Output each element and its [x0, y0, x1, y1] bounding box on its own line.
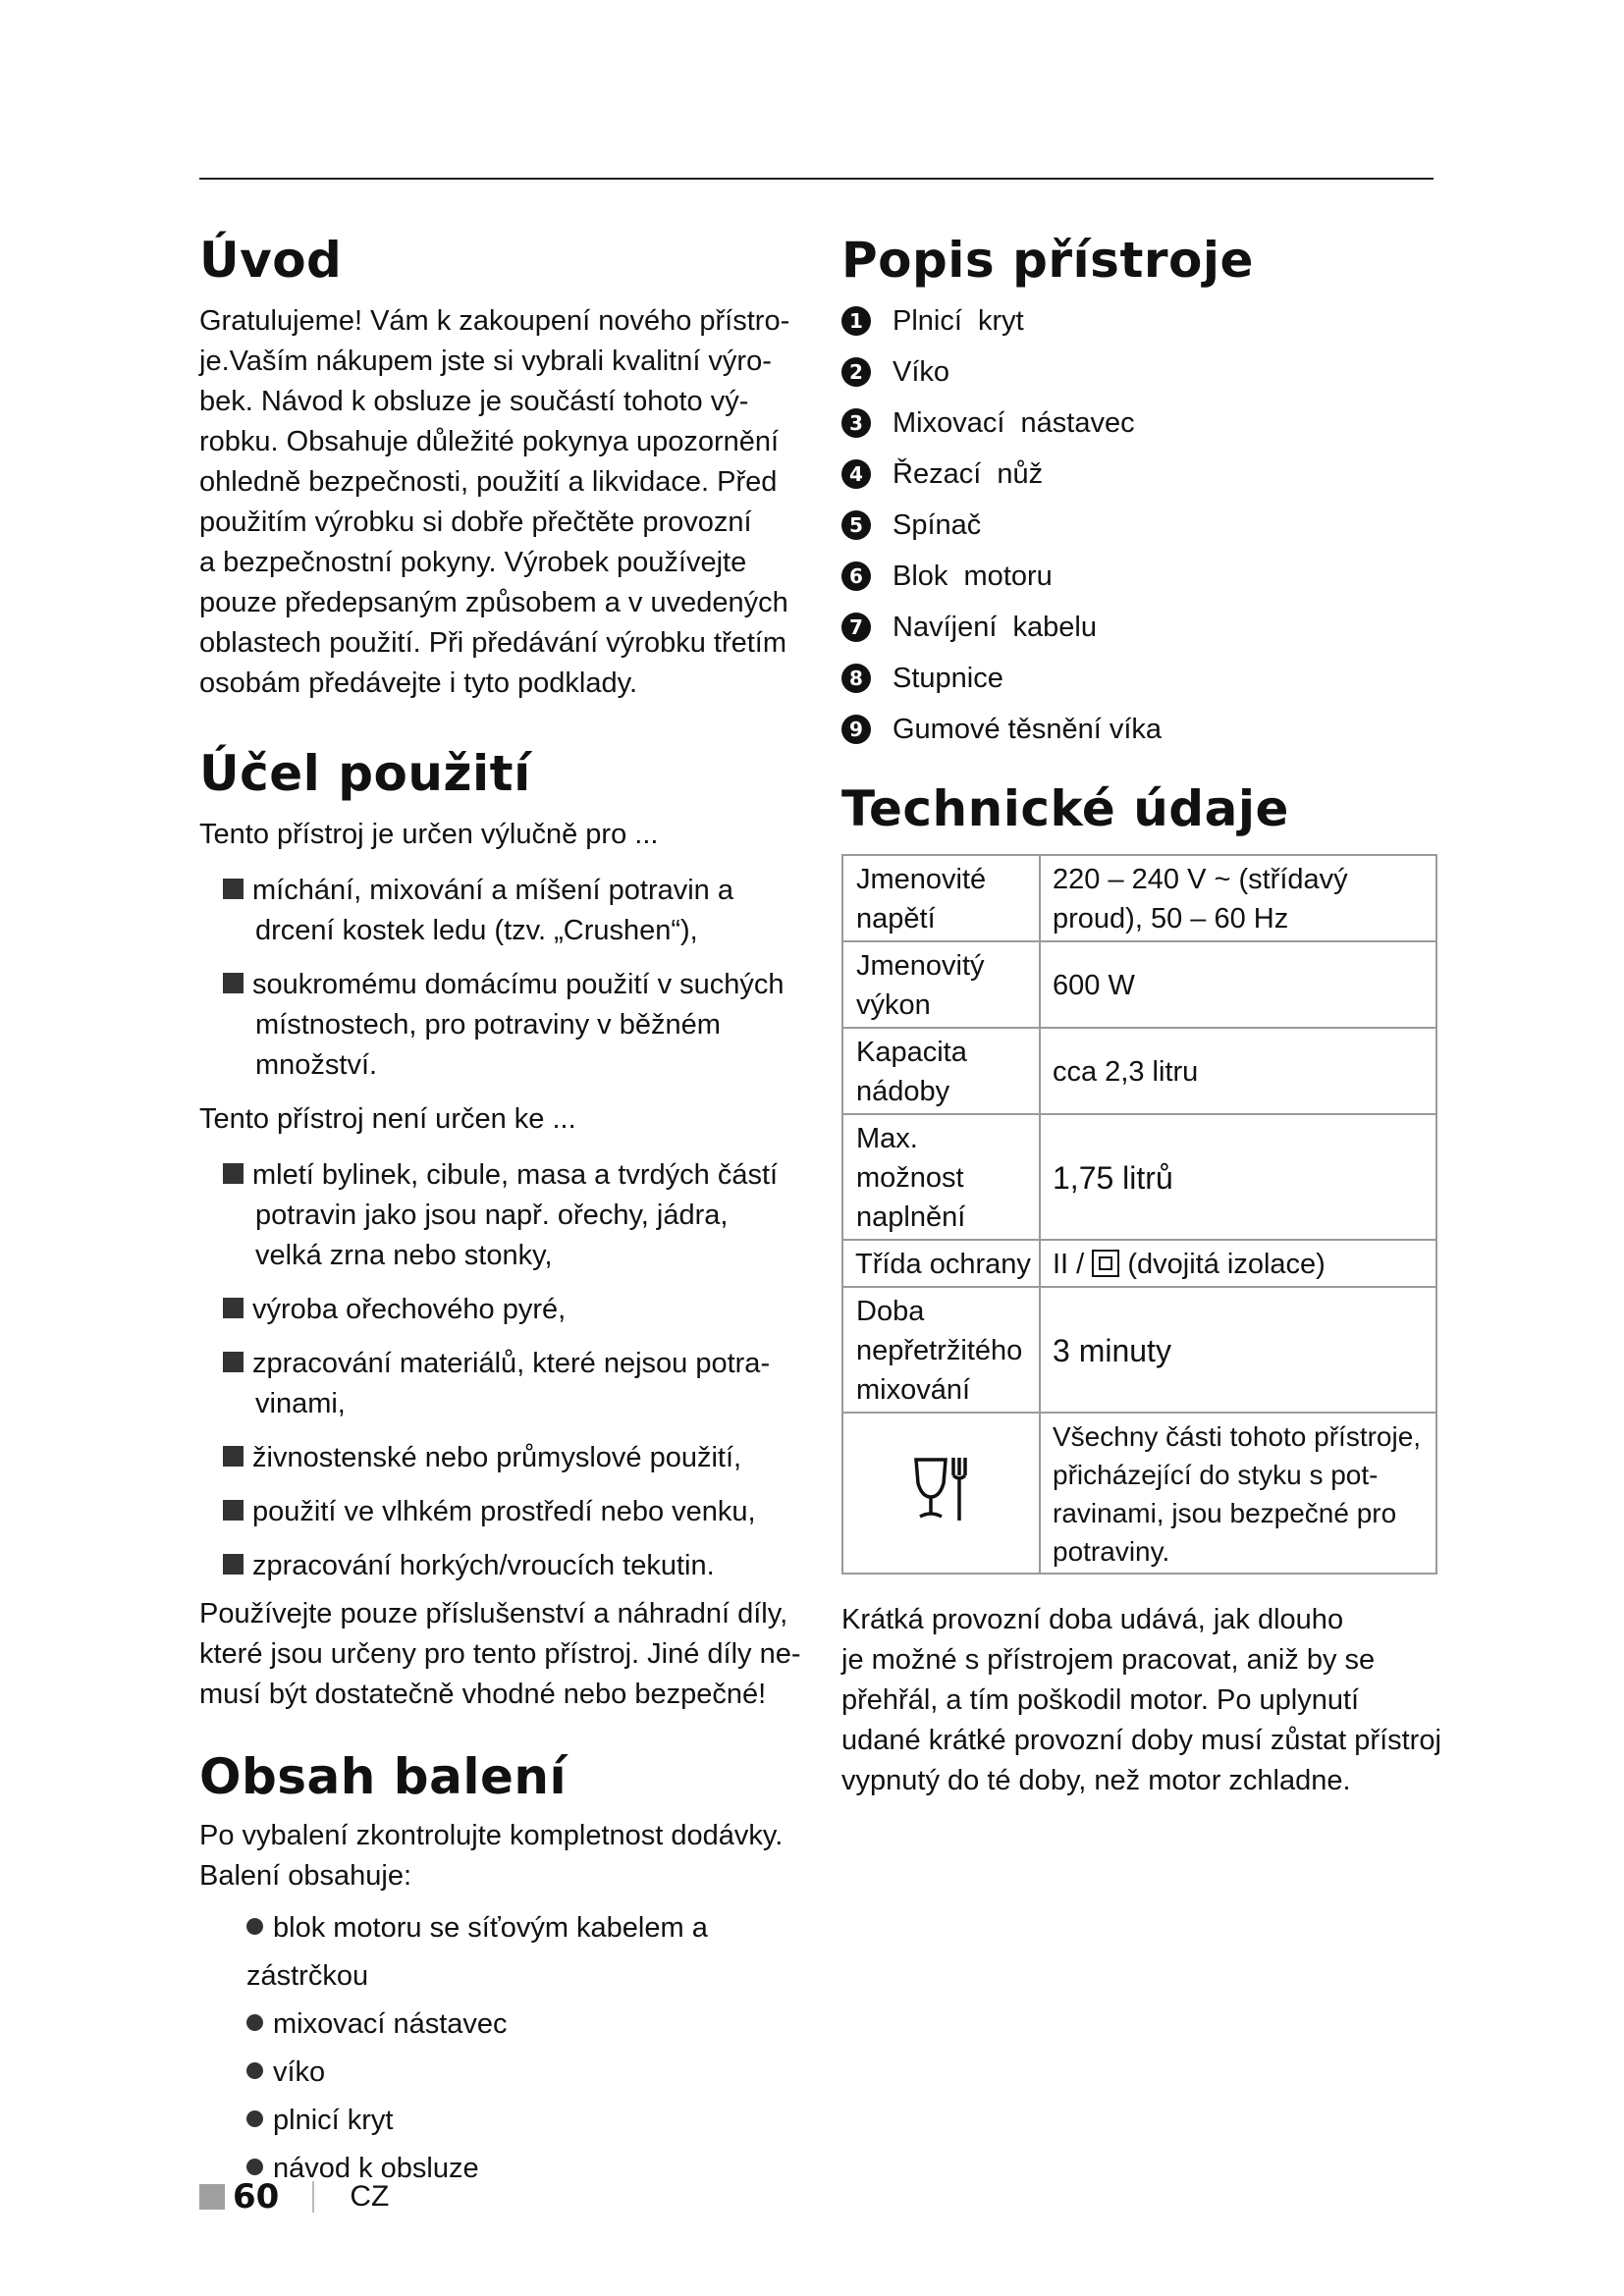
- list-item: živnostenské nebo průmyslové použití,: [199, 1438, 808, 1478]
- page-footer: [199, 2177, 389, 2216]
- package-title: Obsah balení: [199, 1748, 568, 1805]
- list-item: plnicí kryt: [199, 2097, 808, 2145]
- bullet-icon: [246, 1918, 263, 1935]
- description-section: [841, 234, 1440, 755]
- description-title: Popis přístroje: [841, 232, 1254, 289]
- part-item: 5 Spínač: [841, 500, 1440, 551]
- tech-title: Technické údaje: [841, 780, 1289, 837]
- intro-line: osobám předávejte i tyto podklady.: [199, 667, 638, 699]
- table-row: [842, 941, 1436, 1028]
- number-badge-icon: 8: [841, 664, 871, 693]
- intro-section: [199, 234, 808, 704]
- spec-key: Doba nepřetržitého mixování: [842, 1287, 1040, 1413]
- spec-icon-cell: [842, 1413, 1040, 1574]
- intro-line: a bezpečnostní pokyny. Výrobek používejte: [199, 547, 747, 578]
- part-item: 4 Řezací nůž: [841, 449, 1440, 500]
- table-row: [842, 855, 1436, 941]
- package-intro: Po vybalení zkontrolujte kompletnost dodávky. Balení obsahuje:: [199, 1820, 784, 1892]
- intro-line: použitím výrobku si dobře přečtěte provozní: [199, 507, 752, 538]
- list-item: mletí bylinek, cibule, masa a tvrdých částí potravin jako jsou např. ořechy, jádra, velká zrna nebo stonky,: [199, 1155, 808, 1276]
- intro-line: je.Vaším nákupem jste si vybrali kvalitní výro-: [199, 346, 772, 377]
- intro-line: robku. Obsahuje důležité pokynya upozornění: [199, 426, 780, 457]
- table-row: [842, 1240, 1436, 1287]
- part-item: 1 Plnicí kryt: [841, 295, 1440, 347]
- accessory-note: Používejte pouze příslušenství a náhradní díly, které jsou určeny pro tento přístroj. Jiné díly ne- musí být dostatečně vhodné nebo bezpečné!: [199, 1598, 801, 1710]
- list-item: blok motoru se síťovým kabelem a zástrčkou: [246, 1912, 708, 1992]
- number-badge-icon: 9: [841, 715, 871, 744]
- number-badge-icon: 6: [841, 561, 871, 591]
- spec-key: Max. možnost naplnění: [842, 1114, 1040, 1240]
- part-item: 6 Blok motoru: [841, 551, 1440, 602]
- tech-table: [841, 854, 1437, 1575]
- package-list: [199, 1904, 808, 2193]
- list-item: zpracování horkých/vroucích tekutin.: [199, 1546, 808, 1586]
- list-item: návod k obsluze: [199, 2145, 808, 2193]
- bullet-icon: [246, 2110, 263, 2127]
- bullet-icon: [246, 2014, 263, 2031]
- square-bullet-icon: [223, 1554, 244, 1575]
- spec-key: Kapacita nádoby: [842, 1028, 1040, 1114]
- left-column: [199, 234, 808, 2193]
- bullet-icon: [246, 2062, 263, 2079]
- intro-paragraph: [199, 301, 808, 704]
- list-item: víko: [199, 2049, 808, 2097]
- page-number: 60: [233, 2177, 280, 2216]
- intro-line: Gratulujeme! Vám k zakoupení nového přístro-: [199, 305, 790, 337]
- square-bullet-icon: [223, 1163, 244, 1184]
- number-badge-icon: 3: [841, 408, 871, 438]
- package-section: [199, 1750, 808, 2193]
- spec-key: Jmenovitý výkon: [842, 941, 1040, 1028]
- list-item: míchání, mixování a míšení potravin a drcení kostek ledu (tzv. „Crushen“),: [199, 871, 808, 951]
- parts-list: [841, 295, 1440, 755]
- part-item: 9 Gumové těsnění víka: [841, 704, 1440, 755]
- list-item: mixovací nástavec: [199, 2001, 808, 2049]
- language-code: CZ: [350, 2180, 390, 2213]
- intro-line: bek. Návod k obsluze je součástí tohoto vý-: [199, 386, 749, 417]
- footer-divider: [312, 2181, 314, 2213]
- intro-line: pouze předepsaným způsobem a v uvedených: [199, 587, 788, 618]
- list-item: zpracování materiálů, které nejsou potra- vinami,: [199, 1344, 808, 1424]
- square-bullet-icon: [223, 1500, 244, 1521]
- intro-line: oblastech použití. Při předávání výrobku třetím: [199, 627, 787, 659]
- table-row: [842, 1028, 1436, 1114]
- table-row: [842, 1114, 1436, 1240]
- part-item: 3 Mixovací nástavec: [841, 398, 1440, 449]
- square-bullet-icon: [223, 973, 244, 993]
- square-bullet-icon: [223, 1298, 244, 1318]
- number-badge-icon: 5: [841, 510, 871, 540]
- tech-section: [841, 782, 1440, 1801]
- list-item: výroba ořechového pyré,: [199, 1290, 808, 1330]
- square-bullet-icon: [223, 1352, 244, 1372]
- spec-value: cca 2,3 litru: [1040, 1028, 1436, 1114]
- spec-value: 220 – 240 V ~ (střídavý proud), 50 – 60 Hz: [1040, 855, 1436, 941]
- food-safe-icon: [908, 1450, 977, 1528]
- list-item: použití ve vlhkém prostředí nebo venku,: [199, 1492, 808, 1532]
- tech-note: Krátká provozní doba udává, jak dlouho je možné s přístrojem pracovat, aniž by se přehřál, a tím poškodil motor. Po uplynutí udané krátké provozní doby musí zůstat přístroj vypnutý do té doby, než motor zchladne.: [841, 1604, 1441, 1796]
- list-item: soukromému domácímu použití v suchých místnostech, pro potraviny v běžném množství.: [199, 965, 808, 1086]
- intended-intro: Tento přístroj je určen výlučně pro ...: [199, 819, 659, 850]
- number-badge-icon: 4: [841, 459, 871, 489]
- spec-key: Jmenovité napětí: [842, 855, 1040, 941]
- bullet-icon: [246, 2159, 263, 2175]
- spec-value: Všechny části tohoto přístroje, přicházející do styku s pot- ravinami, jsou bezpečné pro potraviny.: [1040, 1413, 1436, 1574]
- right-column: [841, 234, 1440, 1801]
- top-rule: [199, 178, 1434, 180]
- spec-value: 3 minuty: [1040, 1287, 1436, 1413]
- part-item: 8 Stupnice: [841, 653, 1440, 704]
- spec-value: 600 W: [1040, 941, 1436, 1028]
- table-row: [842, 1287, 1436, 1413]
- part-item: 2 Víko: [841, 347, 1440, 398]
- intended-list: [199, 871, 808, 1086]
- not-intended-intro: Tento přístroj není určen ke ...: [199, 1103, 576, 1135]
- square-bullet-icon: [223, 1446, 244, 1467]
- number-badge-icon: 1: [841, 306, 871, 336]
- spec-key: Třída ochrany: [842, 1240, 1040, 1287]
- intro-title: Úvod: [199, 232, 343, 289]
- page-marker-icon: [199, 2184, 225, 2210]
- part-item: 7 Navíjení kabelu: [841, 602, 1440, 653]
- table-row: [842, 1413, 1436, 1574]
- number-badge-icon: 2: [841, 357, 871, 387]
- purpose-title: Účel použití: [199, 745, 531, 802]
- square-bullet-icon: [223, 879, 244, 899]
- intro-line: ohledně bezpečnosti, použití a likvidace. Před: [199, 466, 778, 498]
- double-insulation-icon: [1092, 1250, 1119, 1277]
- spec-value: II / (dvojitá izolace): [1040, 1240, 1436, 1287]
- not-intended-list: [199, 1155, 808, 1586]
- number-badge-icon: 7: [841, 613, 871, 642]
- spec-value: 1,75 litrů: [1040, 1114, 1436, 1240]
- purpose-section: [199, 747, 808, 1715]
